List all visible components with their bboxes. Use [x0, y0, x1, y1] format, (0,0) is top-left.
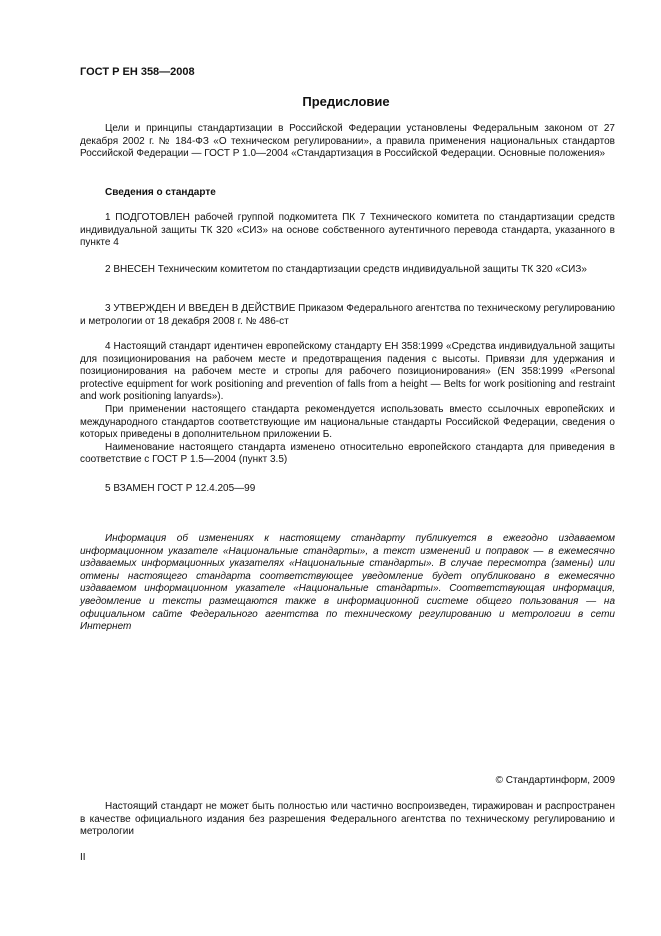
page-number: II — [80, 852, 86, 863]
item-2-paragraph: 2 ВНЕСЕН Техническим комитетом по стандартизации средств индивидуальной защиты ТК 320 «СИЗ» — [105, 264, 587, 275]
item-1-paragraph: 1 ПОДГОТОВЛЕН рабочей группой подкомитета ПК 7 Технического комитета по стандартизации средств индивидуальной защиты ТК 320 «СИЗ» на основе собственного аутентичного перевода стандарта, указанного в пункте 4 — [80, 212, 615, 249]
item-4-paragraph-1: 4 Настоящий стандарт идентичен европейскому стандарту ЕН 358:1999 «Средства индивидуальной защиты для позиционирования на рабочем месте и предотвращения падения с высоты. Привязи для удержания и позиционирования на рабочем месте и стропы для рабочего позиционирования» (EN 358:1999 «Personal protective equipment for work positioning and prevention of falls from a height — Belts for work positioning and restraint and work positioning lanyards»). — [80, 341, 615, 403]
item-3-block — [80, 303, 615, 328]
info-block — [80, 533, 615, 634]
notice-block — [80, 801, 615, 839]
item-2-block — [80, 264, 615, 277]
item-4-paragraph-3: Наименование настоящего стандарта изменено относительно европейского стандарта для приведения в соответствие с ГОСТ Р 1.5—2004 (пункт 3.5) — [80, 441, 615, 466]
item-5-paragraph: 5 ВЗАМЕН ГОСТ Р 12.4.205—99 — [105, 483, 256, 494]
intro-paragraph: Цели и принципы стандартизации в Российской Федерации установлены Федеральным законом от 27 декабря 2002 г. № 184-ФЗ «О техническом регулировании», а правила применения национальных стандартов Российской Федерации — ГОСТ Р 1.0—2004 «Стандартизация в Российской Федерации. Основные положения» — [80, 123, 615, 160]
info-paragraph: Информация об изменениях к настоящему стандарту публикуется в ежегодно издаваемом информационном указателе «Национальные стандарты», а текст изменений и поправок — в ежемесячно издаваемых информационных указателях «Национальные стандарты». В случае пересмотра (замены) или отмены настоящего стандарта соответствующее уведомление будет опубликовано в ежемесячно издаваемом информационном указателе «Национальные стандарты». Соответствующая информация, уведомление и тексты размещаются также в информационной системе общего пользования — на официальном сайте Федерального агентства по техническому регулированию и метрологии в сети Интернет — [80, 533, 615, 633]
document-header: ГОСТ Р ЕН 358—2008 — [80, 66, 195, 78]
page-title: Предисловие — [302, 94, 390, 109]
intro-block — [80, 123, 615, 161]
notice-paragraph: Настоящий стандарт не может быть полностью или частично воспроизведен, тиражирован и распространен в качестве официального издания без разрешения Федерального агентства по техническому регулированию и метрологии — [80, 801, 615, 838]
copyright-line: © Стандартинформ, 2009 — [495, 775, 615, 786]
item-4-block — [80, 341, 615, 467]
section-subtitle: Сведения о стандарте — [105, 187, 216, 198]
item-3-paragraph: 3 УТВЕРЖДЕН И ВВЕДЕН В ДЕЙСТВИЕ Приказом Федерального агентства по техническому регулированию и метрологии от 18 декабря 2008 г. № 486-ст — [80, 303, 615, 327]
item-5-block — [80, 483, 615, 496]
item-1-block — [80, 212, 615, 250]
item-4-paragraph-2: При применении настоящего стандарта рекомендуется использовать вместо ссылочных европейских и международного стандартов соответствующие им национальные стандарты Российской Федерации, сведения о которых приведены в дополнительном приложении Б. — [80, 403, 615, 441]
